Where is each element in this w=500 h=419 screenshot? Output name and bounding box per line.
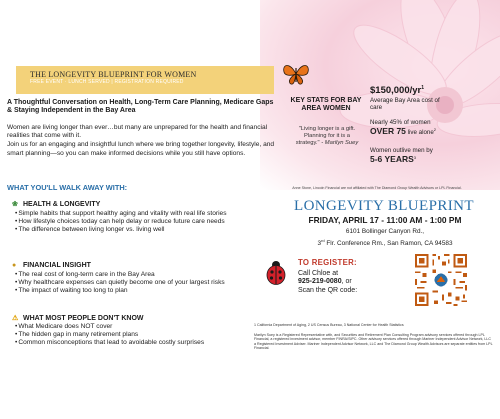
list-item: • What Medicare does NOT cover	[12, 323, 284, 331]
register-heading: TO REGISTER:	[298, 258, 357, 267]
list-item: • Common misconceptions that lead to avoidable costly surprises	[12, 339, 284, 347]
quote-text: "Living longer is a gift. Planning for it is a strategy."	[295, 126, 356, 146]
event-date: FRIDAY, APRIL 17 - 11:00 AM - 1:00 PM	[308, 215, 462, 225]
list-item: • Why healthcare expenses can quietly become one of your largest risks	[12, 279, 284, 287]
list-item: • How lifestyle choices today can help delay or reduce future care needs	[12, 218, 284, 226]
intro-paragraph-2: Join us for an engaging and insightful lunch where we bring together longevity, lifestyle, and smart planning—so you can make informed decisions while you still have options.	[7, 141, 275, 157]
phone-number[interactable]: 925-219-0080	[298, 278, 342, 286]
unknowns-list	[12, 323, 284, 347]
footnotes: 1 California Department of Aging, 2 US Census Bureau, 3 National Center for Health Statistics	[254, 323, 404, 327]
list-item: • The real cost of long-term care in the Bay Area	[12, 271, 284, 279]
section-title-unknowns: ⚠ WHAT MOST PEOPLE DON'T KNOW	[12, 315, 144, 322]
financial-list	[12, 271, 284, 295]
quote	[292, 126, 362, 146]
warning-icon: ⚠	[12, 315, 19, 322]
seedling-icon: ❀	[12, 201, 18, 208]
intro-heading: A Thoughtful Conversation on Health, Long-Term Care Planning, Medicare Gaps & Staying Independent in the Bay Area	[7, 99, 274, 115]
qr-code[interactable]	[413, 252, 469, 308]
event-title: LONGEVITY BLUEPRINT	[294, 198, 474, 214]
section-title-health: ❀ HEALTH & LONGEVITY	[12, 201, 101, 208]
banner-title: THE LONGEVITY BLUEPRINT FOR WOMEN	[30, 70, 197, 79]
intro-text	[7, 124, 277, 158]
walk-away-heading: WHAT YOU'LL WALK AWAY WITH:	[7, 183, 128, 192]
section-title-financial: ● FINANCIAL INSIGHT	[12, 262, 91, 269]
quote-author: - Marilyn Suey	[321, 139, 359, 146]
cost-of-care-value: $\$150,000/yr^1$	[370, 85, 425, 97]
butterfly-icon	[282, 62, 310, 86]
cost-of-care-label: Average Bay Area cost of care	[370, 97, 440, 112]
list-item: • The hidden gap in many retirement plans	[12, 331, 284, 339]
health-list	[12, 210, 284, 234]
ladybug-icon	[264, 259, 288, 285]
list-item: • The impact of waiting too long to plan	[12, 287, 284, 295]
money-bag-icon: ●	[12, 262, 17, 269]
key-stats-heading: KEY STATS FOR BAY AREA WOMEN	[290, 97, 362, 112]
list-item: • The difference between living longer vs. living well	[12, 226, 284, 234]
banner-subtitle: FREE EVENT · LUNCH SERVED | REGISTRATION REQUIRED	[30, 79, 184, 85]
legal-disclosure: Marilyn Suey is a Registered Representative with, and Securities and Retirement Plan Consulting Program advisory services offered through LPL Financial, a registered investment advisor, member FINRA/SIPC. Other advisory services offered through Mariner Independent Advisor Network, LLC a Registered Investment Adviser. Mariner Independent Advisor Network, LLC and The Diamond Group Wealth Advisors are separate entities from LPL Financial.	[254, 333, 493, 351]
list-item: • Simple habits that support healthy aging and vitality with real life stories	[12, 210, 284, 218]
intro-paragraph-1: Women are living longer than ever…but many are unprepared for the health and financial realities that come with it.	[7, 124, 268, 140]
outlive-stat: Women outlive men by 5-6 YEARS$^3$	[370, 147, 433, 165]
affiliation-disclaimer: Anne Stone, Lincoln Financial are not affiliated with The Diamond Group Wealth Advisors or LPL Financial.	[292, 186, 462, 190]
women-live-alone-stat: Nearly 45% of women OVER 75 live alone$^2$	[370, 119, 437, 137]
register-instructions: Call Chloe at 925-219-0080, or Scan the QR code:	[298, 270, 358, 294]
event-address: 6101 Bollinger Canyon Rd., 3rd Flr. Conference Rm., San Ramon, CA 94583	[317, 228, 453, 247]
